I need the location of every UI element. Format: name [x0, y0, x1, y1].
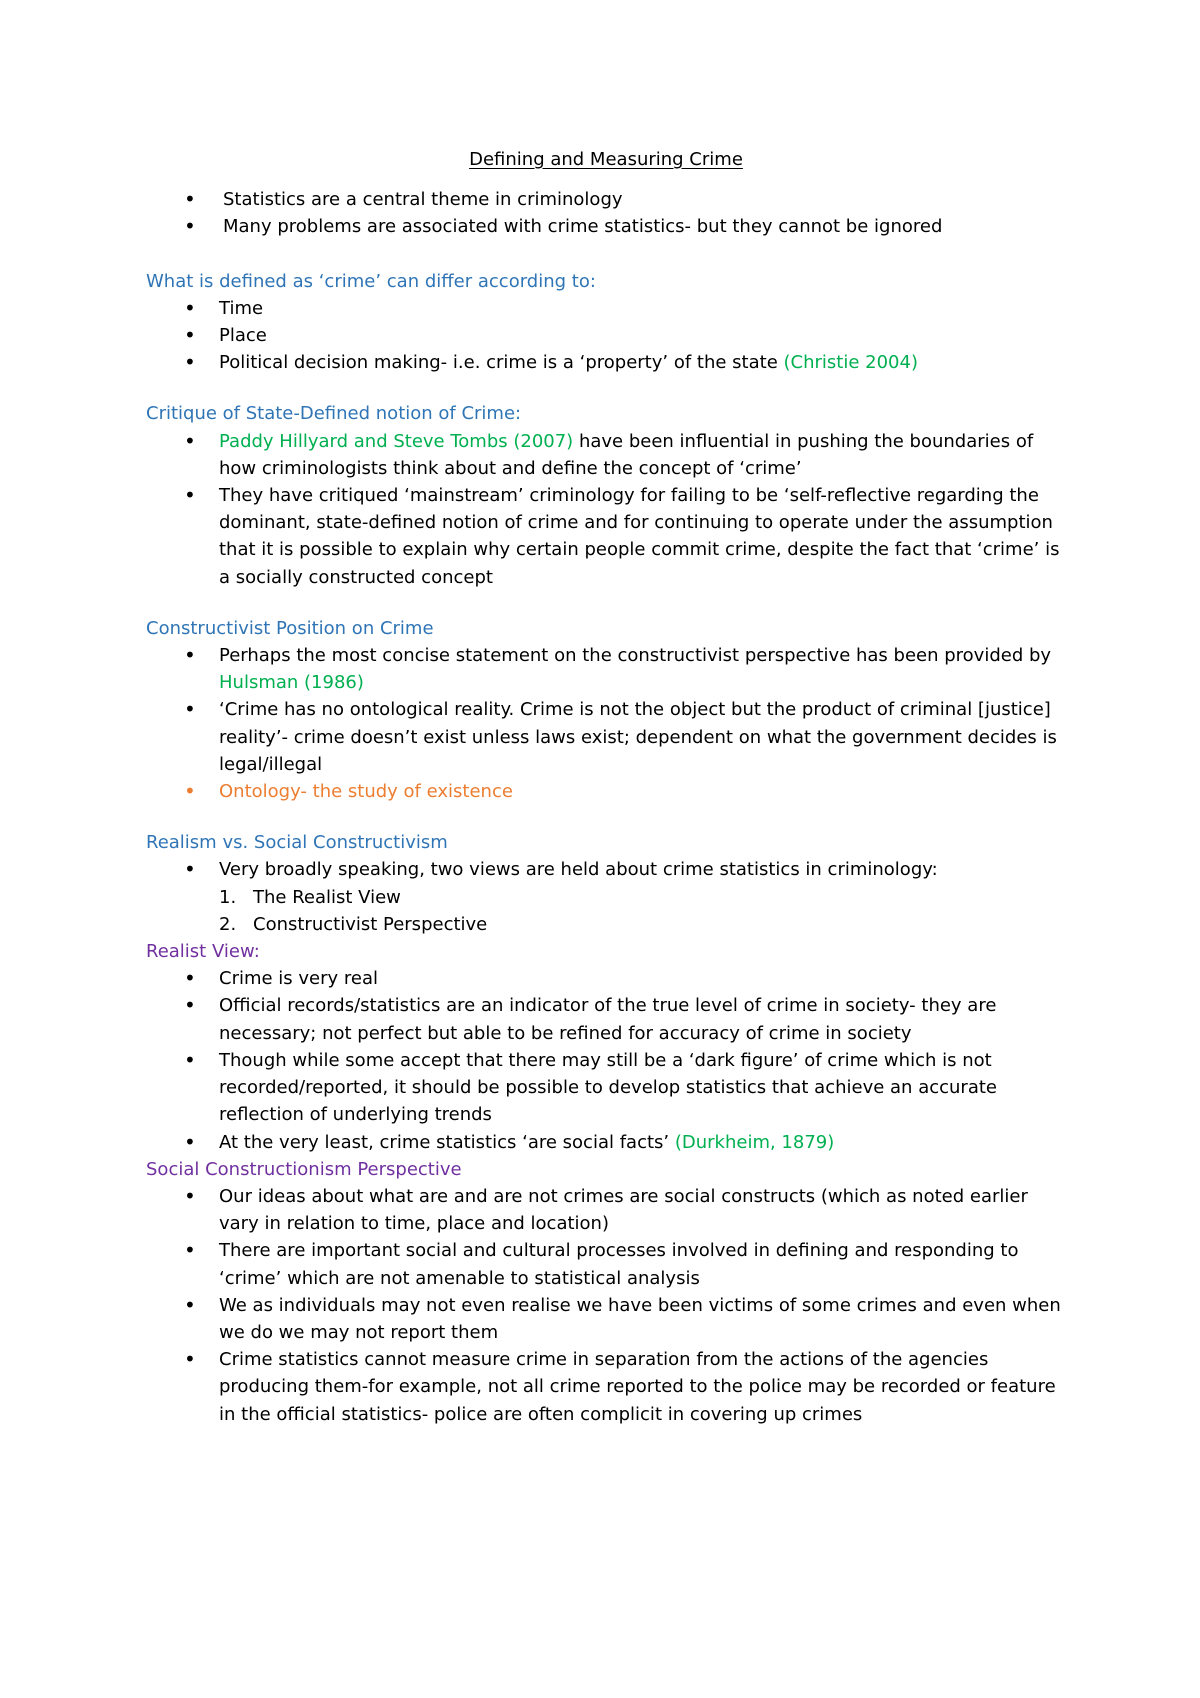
realism-vs-list	[146, 856, 1066, 883]
numbered-item	[146, 884, 1066, 911]
list-item: • Ontology- the study of existence	[146, 778, 1066, 805]
section-heading-crime-definition: What is defined as ‘crime’ can differ according to:	[146, 270, 596, 292]
section-heading-social-constructionism: Social Constructionism Perspective	[146, 1158, 462, 1180]
list-item: • Crime statistics cannot measure crime in separation from the actions of the agencies producing them-for example, not all crime reported to the police may be recorded or feature in the official statistics- police are often complicit in covering up crimes	[146, 1346, 1066, 1428]
list-item: • They have critiqued ‘mainstream’ criminology for failing to be ‘self-reflective regarding the dominant, state-defined notion of crime and for continuing to operate under the assumption that it is possible to explain why certain people commit crime, despite the fact that ‘crime’ is a socially constructed concept	[146, 482, 1066, 591]
list-item	[146, 428, 1066, 482]
list-item: • Though while some accept that there may still be a ‘dark figure’ of crime which is not recorded/reported, it should be possible to develop statistics that achieve an accurate reflection of underlying trends	[146, 1047, 1066, 1129]
list-item-text: Perhaps the most concise statement on the constructivist perspective has been provided by	[219, 645, 1052, 667]
list-item-text: At the very least, crime statistics ‘are social facts’	[219, 1131, 675, 1153]
section-heading-critique: Critique of State-Defined notion of Crime:	[146, 403, 522, 425]
list-item: • Very broadly speaking, two views are held about crime statistics in criminology:	[146, 856, 1066, 883]
list-item: • Time	[146, 295, 1066, 322]
section-heading-realism-vs-constructivism: Realism vs. Social Constructivism	[146, 832, 448, 854]
numbered-item	[146, 911, 1066, 938]
section-heading-constructivist-position: Constructivist Position on Crime	[146, 617, 434, 639]
item-text: The Realist View	[253, 886, 401, 908]
list-item: • ‘Crime has no ontological reality. Crime is not the object but the product of criminal [justice] reality’- crime doesn’t exist unless laws exist; dependent on what the government decides is legal/illegal	[146, 696, 1066, 778]
list-item: • Place	[146, 322, 1066, 349]
item-number: 1.	[219, 886, 237, 908]
list-item: • Many problems are associated with crime statistics- but they cannot be ignored	[146, 213, 1066, 240]
intro-list	[146, 186, 1066, 240]
critique-list	[146, 428, 1066, 591]
list-item: • Crime is very real	[146, 965, 1066, 992]
list-item-text: Political decision making- i.e. crime is a ‘property’ of the state	[219, 352, 784, 374]
item-number: 2.	[219, 913, 237, 935]
constructivist-list	[146, 642, 1066, 805]
list-item: • Official records/statistics are an indicator of the true level of crime in society- they are necessary; not perfect but able to be refined for accuracy of crime in society	[146, 992, 1066, 1046]
document-title: Defining and Measuring Crime	[469, 149, 743, 170]
citation: Paddy Hillyard and Steve Tombs (2007)	[219, 430, 574, 452]
citation: (Christie 2004)	[783, 352, 918, 374]
crime-definition-list	[146, 295, 1066, 377]
list-item	[146, 349, 1066, 376]
list-item	[146, 1129, 1066, 1156]
realist-view-list	[146, 965, 1066, 1155]
list-item: • Our ideas about what are and are not crimes are social constructs (which as noted earlier vary in relation to time, place and location)	[146, 1183, 1066, 1237]
list-item	[146, 642, 1066, 696]
document-body	[146, 146, 1066, 1428]
list-item-text: have been influential in pushing the boundaries of how criminologists think about and define the concept of ‘crime’	[219, 430, 1034, 479]
list-item: • There are important social and cultural processes involved in defining and responding to ‘crime’ which are not amenable to statistical analysis	[146, 1237, 1066, 1291]
citation: Hulsman (1986)	[219, 672, 364, 694]
item-text: Constructivist Perspective	[253, 913, 488, 935]
social-constructionism-list	[146, 1183, 1066, 1428]
section-heading-realist-view: Realist View:	[146, 941, 260, 963]
list-item: • We as individuals may not even realise we have been victims of some crimes and even when we do we may not report them	[146, 1292, 1066, 1346]
list-item: • Statistics are a central theme in criminology	[146, 186, 1066, 213]
views-numbered-list	[146, 884, 1066, 938]
citation: (Durkheim, 1879)	[674, 1131, 835, 1153]
